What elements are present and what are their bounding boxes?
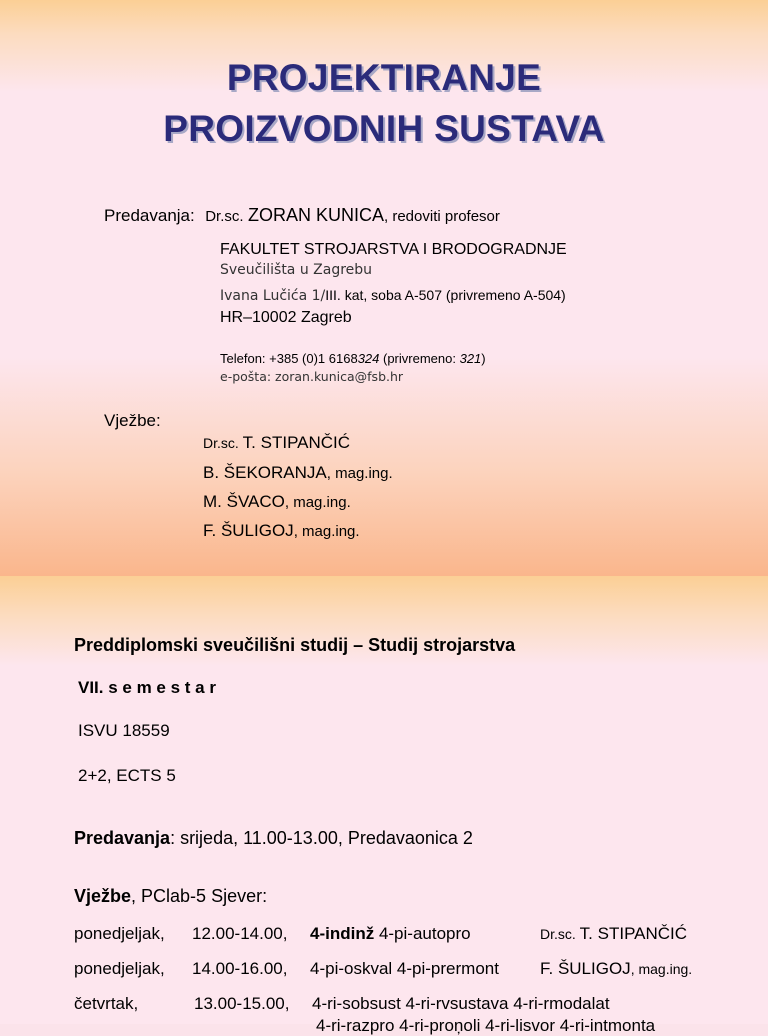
assistant-suffix: , mag.ing.	[293, 523, 360, 540]
lecturer-line	[104, 205, 500, 226]
teacher-name: F. ŠULIGOJ	[540, 959, 631, 978]
exercises-label: Vježbe	[74, 886, 132, 906]
semester: VII. s e m e s t a r	[78, 678, 216, 697]
schedule-group-list: 4-pi-oskval 4-pi-prermont	[310, 959, 499, 978]
assistant-suffix: , mag.ing.	[326, 465, 393, 482]
schedule-day: ponedjeljak,	[74, 924, 165, 943]
faculty-name: FAKULTET STROJARSTVA I BRODOGRADNJE	[220, 241, 567, 258]
assistant-suffix: , mag.ing.	[284, 494, 351, 511]
assistant-1	[203, 433, 350, 453]
exercises-line	[74, 886, 267, 907]
address-street: Ivana Lučića 1/	[220, 288, 326, 304]
lecturer-label: Predavanja:	[104, 206, 195, 225]
schedule-group-list: 4-pi-autopro	[374, 924, 471, 943]
email-line: e-pošta: zoran.kunica@fsb.hr	[220, 369, 404, 384]
assistant-2	[203, 463, 393, 483]
assistant-name: T. STIPANČIĆ	[242, 433, 351, 452]
phone-line	[220, 351, 486, 366]
assistant-name: M. ŠVACO	[203, 492, 285, 511]
phone-ext: 324	[357, 351, 380, 366]
phone-ext-temp: 321	[459, 351, 482, 366]
address-city: HR–10002 Zagreb	[220, 309, 352, 326]
isvu-code: ISVU 18559	[78, 721, 170, 740]
course-title-line2: PROIZVODNIH SUSTAVA	[163, 108, 605, 149]
schedule-day: četvrtak,	[74, 994, 139, 1013]
study-program: Preddiplomski sveučilišni studij – Studij strojarstva	[74, 635, 516, 655]
teacher-title: Dr.sc.	[540, 926, 580, 942]
lecturer-title: Dr.sc.	[205, 208, 244, 225]
schedule-teacher	[540, 924, 687, 944]
lectures-label: Predavanja	[74, 828, 171, 848]
address-room: III. kat, soba A-507 (privremeno A-504)	[325, 287, 566, 303]
lecturer-role: , redoviti profesor	[384, 208, 500, 225]
lectures-text: : srijeda, 11.00-13.00, Predavaonica 2	[170, 828, 473, 848]
teacher-name: T. STIPANČIĆ	[579, 924, 688, 943]
exercises-text: , PClab-5 Sjever:	[131, 886, 268, 906]
schedule-groups	[310, 959, 499, 979]
schedule-group-bold: 4-indinž	[310, 924, 375, 943]
schedule-group-list: 4-ri-sobsust 4-ri-rvsustava 4-ri-rmodalat	[312, 994, 610, 1013]
schedule-time: 12.00-14.00,	[192, 924, 288, 943]
ects: 2+2, ECTS 5	[78, 766, 176, 785]
teacher-suffix: , mag.ing.	[630, 961, 693, 977]
university-name: Sveučilišta u Zagrebu	[220, 262, 373, 278]
address-line	[220, 287, 566, 305]
course-title-line1: PROJEKTIRANJE	[226, 57, 542, 98]
assistant-title: Dr.sc.	[203, 435, 243, 451]
phone-prefix: Telefon: +385 (0)1 6168	[220, 351, 358, 366]
assistant-3	[203, 492, 351, 512]
schedule-teacher	[540, 959, 692, 979]
schedule-groups	[310, 924, 471, 944]
phone-end: )	[481, 351, 486, 366]
phone-mid: (privremeno:	[379, 351, 460, 366]
lectures-line	[74, 828, 473, 849]
assistant-name: F. ŠULIGOJ	[203, 521, 294, 540]
lecturer-name: ZORAN KUNICA	[247, 205, 384, 225]
slide-schedule	[0, 576, 768, 1035]
schedule-groups	[312, 994, 610, 1014]
schedule-groups-continued: 4-ri-razpro 4-ri-proņoli 4-ri-lisvor 4-ri-intmonta	[316, 1016, 656, 1035]
schedule-day: ponedjeljak,	[74, 959, 165, 978]
schedule-time: 14.00-16.00,	[192, 959, 288, 978]
assistant-4	[203, 521, 360, 541]
assistant-name: B. ŠEKORANJA	[203, 463, 327, 482]
exercises-label: Vježbe:	[104, 411, 161, 430]
schedule-time: 13.00-15.00,	[194, 994, 290, 1013]
